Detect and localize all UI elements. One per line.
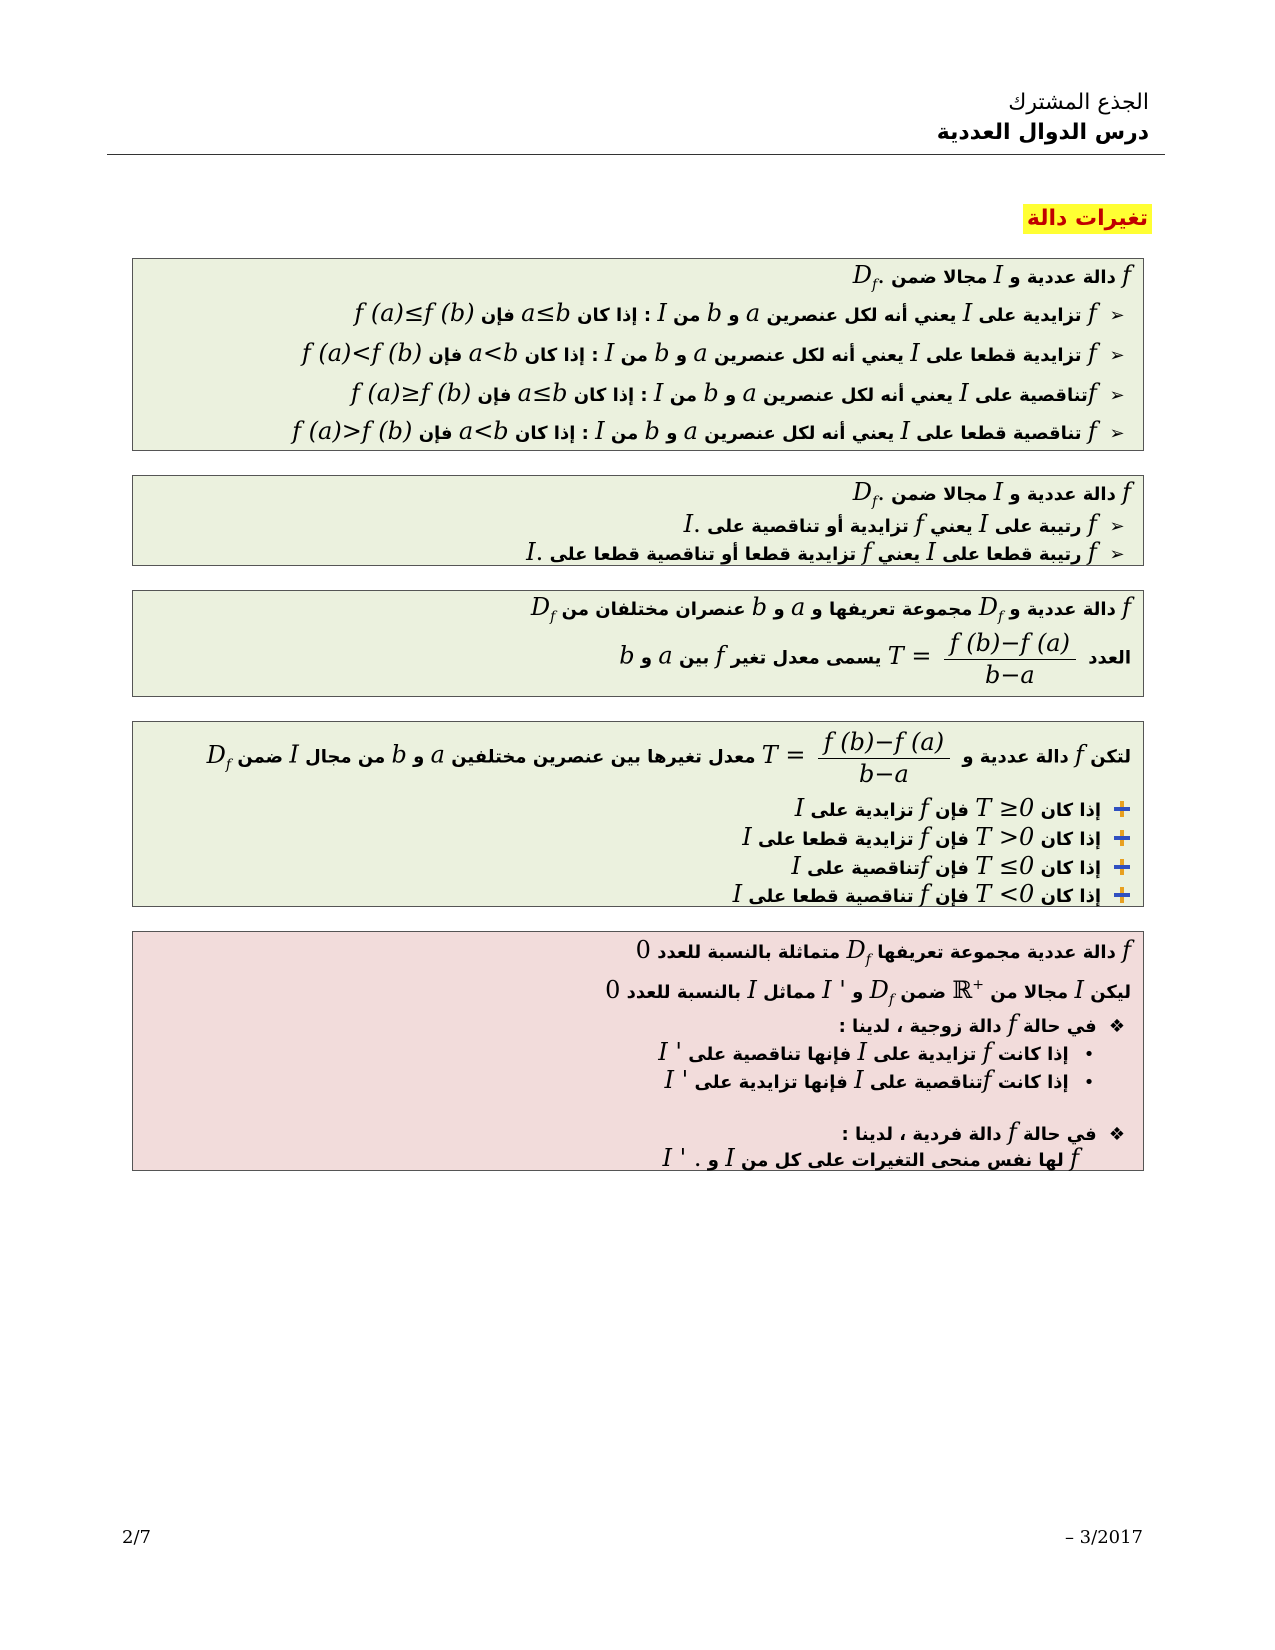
box1-intro: f دالة عددية و I مجالا ضمن $D_f$. [852, 261, 1131, 293]
school-level: الجذع المشترك [1008, 90, 1149, 115]
box5-odd-1: f لها نفس منحى التغيرات على كل من I و I ' . [662, 1144, 1079, 1172]
arrow-bullet-icon: ➢ [1109, 385, 1125, 406]
rate-fraction: $\frac{f (b)-f (a)}{b-a}$ [944, 627, 1076, 690]
box4-case-strictly-increasing: إذا كان T >0 فإن f تزايدية قطعا على I [742, 823, 1131, 851]
property-box-rate-sign [132, 721, 1144, 907]
arrow-bullet-icon: ➢ [1109, 345, 1125, 366]
box3-formula: العدد $\frac{f (b)-f (a)}{b-a}$ T = يسمى معدل تغير f بين a و b [619, 629, 1131, 689]
definition-box-monotonic [132, 258, 1144, 451]
dot-bullet-icon: • [1083, 1072, 1095, 1093]
box2-strictly-monotone: ➢ f رتيبة قطعا على I يعني f تزايدية قطعا أو تناقصية قطعا على I. [526, 538, 1131, 566]
box2-intro: f دالة عددية و I مجالا ضمن $D_f$. [852, 478, 1131, 510]
box4-intro: لتكن f دالة عددية و $\frac{f (b)-f (a)}{b-a}$ T = معدل تغيرها بين عنصرين مختلفين a و b من مجال I ضمن $D_f$ [206, 728, 1131, 788]
box1-strictly-decreasing: ➢ f تناقصية قطعا على I يعني أنه لكل عنصرين a و b من I : إذا كان a<b فإن f (a)>f (b) [292, 417, 1131, 445]
arrow-bullet-icon: ➢ [1109, 516, 1125, 537]
page-header [149, 88, 1149, 148]
definition-box-rate-of-change [132, 590, 1144, 697]
arrow-bullet-icon: ➢ [1109, 305, 1125, 326]
dot-bullet-icon: • [1083, 1044, 1095, 1065]
box5-even-2: • إذا كانت fتناقصية على I فإنها تزايدية على I ' [665, 1066, 1103, 1094]
box4-case-increasing: إذا كان T ≥0 فإن f تزايدية على I [795, 794, 1131, 822]
property-box-parity [132, 931, 1144, 1171]
box5-interval: ليكن I مجالا من ℝ+ ضمن $D_f$ و I ' مماثل I بالنسبة للعدد 0 [605, 976, 1131, 1008]
diamond-bullet-icon: ❖ [1108, 1124, 1126, 1145]
lesson-title: درس الدوال العددية [936, 120, 1149, 145]
box3-intro: f دالة عددية و $D_f$ مجموعة تعريفها و a و b عنصران مختلفان من $D_f$ [530, 593, 1131, 625]
box5-intro: f دالة عددية مجموعة تعريفها $D_f$ متماثلة بالنسبة للعدد 0 [635, 936, 1131, 968]
section-title: تغيرات دالة [1023, 204, 1152, 234]
footer-date: – 3/2017 [1064, 1527, 1143, 1548]
rate-fraction: $\frac{f (b)-f (a)}{b-a}$ [818, 726, 950, 789]
box4-case-strictly-decreasing: إذا كان T <0 فإن f تناقصية قطعا على I [733, 880, 1131, 908]
header-divider [107, 154, 1165, 155]
arrow-bullet-icon: ➢ [1109, 423, 1125, 444]
definition-box-monotone [132, 475, 1144, 566]
plus-bullet-icon [1113, 800, 1131, 818]
box2-monotone: ➢ f رتيبة على I يعني f تزايدية أو تناقصية على I. [684, 510, 1131, 538]
diamond-bullet-icon: ❖ [1108, 1016, 1126, 1037]
plus-bullet-icon [1113, 829, 1131, 847]
plus-bullet-icon [1113, 886, 1131, 904]
box5-odd-case: ❖ في حالة f دالة فردية ، لدينا : [841, 1118, 1131, 1146]
page-number: 2/7 [122, 1527, 151, 1548]
box4-case-decreasing: إذا كان T ≤0 فإن fتناقصية على I [791, 852, 1131, 880]
box5-even-1: • إذا كانت f تزايدية على I فإنها تناقصية على I ' [658, 1038, 1103, 1066]
box1-strictly-increasing: ➢ f تزايدية قطعا على I يعني أنه لكل عنصرين a و b من I : إذا كان a<b فإن f (a)<f (b) [302, 339, 1131, 367]
arrow-bullet-icon: ➢ [1109, 544, 1125, 565]
box1-decreasing: ➢ fتناقصية على I يعني أنه لكل عنصرين a و b من I : إذا كان a≤b فإن f (a)≥f (b) [351, 379, 1131, 407]
plus-bullet-icon [1113, 858, 1131, 876]
box5-even-case: ❖ في حالة f دالة زوجية ، لدينا : [839, 1010, 1131, 1038]
box1-increasing: ➢ f تزايدية على I يعني أنه لكل عنصرين a و b من I : إذا كان a≤b فإن f (a)≤f (b) [354, 299, 1131, 327]
